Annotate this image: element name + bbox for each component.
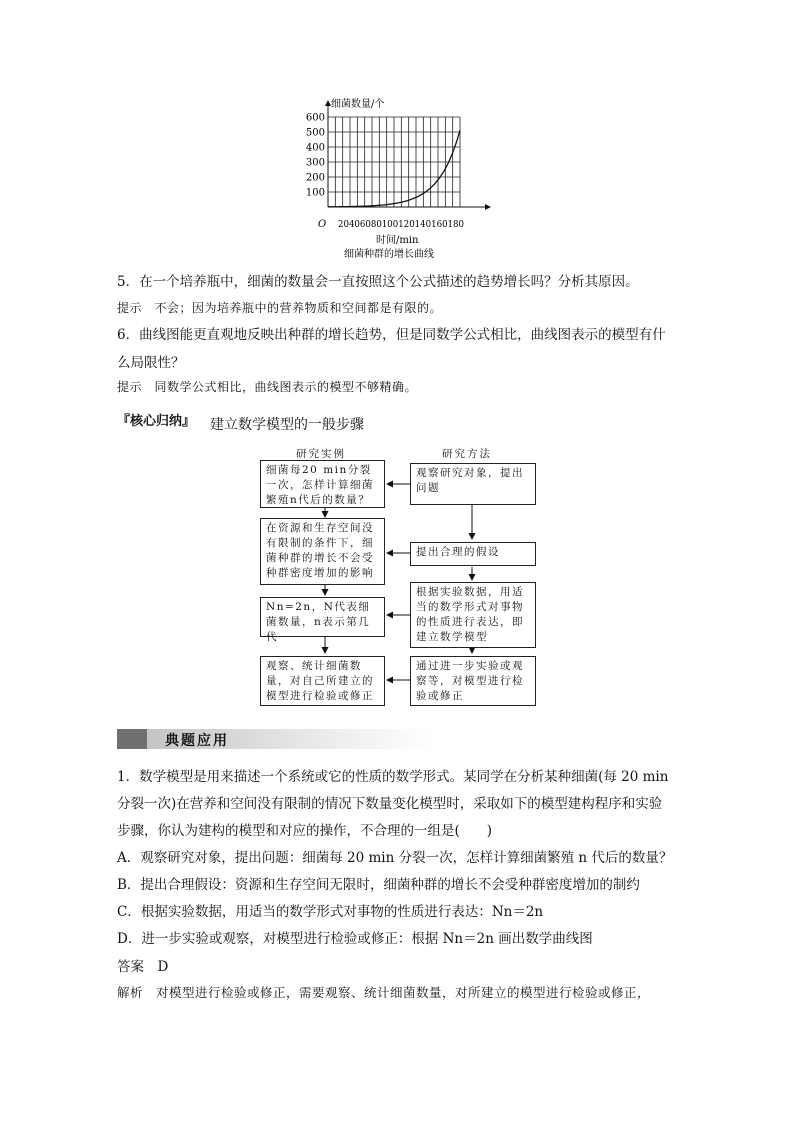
y-tick-label: 300 xyxy=(305,157,325,169)
problem-stem-line-3: 步骤，你认为建构的模型和对应的操作，不合理的一组是( ) xyxy=(117,823,493,839)
method-box-2-text: 提出合理的假设 xyxy=(416,546,500,558)
method-box-3 xyxy=(410,582,536,648)
option-d: D．进一步实验或观察，对模型进行检验或修正：根据 Nn＝2n 画出数学曲线图 xyxy=(117,931,593,947)
y-tick-label: 200 xyxy=(305,172,325,184)
chart-title: 细菌种群的增长曲线 xyxy=(344,249,434,260)
method-box-4 xyxy=(410,656,536,706)
x-tick-labels: 20406080100120140160180 xyxy=(338,219,464,230)
method-box-4-text: 通过进一步实验或观察等，对模型进行检验或修正 xyxy=(416,660,524,702)
option-b: B．提出合理假设：资源和生存空间无限时，细菌种群的增长不会受种群密度增加的制约 xyxy=(117,877,640,893)
example-box-1 xyxy=(260,460,385,508)
question-6-line-1: 6．曲线图能更直观地反映出种群的增长趋势，但是同数学公式相比，曲线图表示的模型有什 xyxy=(117,327,666,343)
method-box-3-text: 根据实验数据，用适当的数学形式对事物的性质进行表达，即建立数学模型 xyxy=(416,586,524,643)
method-box-1 xyxy=(410,463,536,505)
example-box-3-text: Nn=2n，N代表细菌数量，n表示第几代 xyxy=(266,601,371,643)
growth-chart-svg xyxy=(300,95,500,263)
question-5-hint: 提示 不会；因为培养瓶中的营养物质和空间都是有限的。 xyxy=(117,301,443,315)
option-a: A．观察研究对象，提出问题：细菌每 20 min 分裂一次，怎样计算细菌繁殖 n 代后的数量？ xyxy=(117,850,673,866)
y-tick-label: 100 xyxy=(305,187,325,199)
method-box-1-text: 观察研究对象，提出问题 xyxy=(416,467,524,494)
y-tick-label: 500 xyxy=(305,127,325,139)
example-box-1-text: 细菌每20 min分裂一次，怎样计算细菌繁殖n代后的数量？ xyxy=(266,464,374,506)
y-tick-label: 400 xyxy=(305,142,325,154)
section-header xyxy=(117,729,434,749)
example-box-4-text: 观察、统计细菌数量，对自己所建立的模型进行检验或修正 xyxy=(266,660,374,702)
core-summary-tag: 『核心归纳』 xyxy=(117,414,196,429)
section-title: 典题应用 xyxy=(165,733,229,749)
analysis: 解析 对模型进行检验或修正，需要观察、统计细菌数量，对所建立的模型进行检验或修正， xyxy=(117,985,651,1000)
example-box-2 xyxy=(260,518,385,585)
origin-label: O xyxy=(318,219,327,230)
example-box-4 xyxy=(260,656,385,706)
question-6-hint: 提示 同数学公式相比，曲线图表示的模型不够精确。 xyxy=(117,380,418,394)
example-box-3 xyxy=(260,597,385,643)
problem-stem-line-2: 分裂一次)在营养和空间没有限制的情况下数量变化模型时，采取如下的模型建构程序和实验 xyxy=(117,796,663,812)
question-6-line-2: 么局限性？ xyxy=(117,355,185,371)
y-axis-label: 细菌数量/个 xyxy=(331,99,385,110)
example-box-2-text: 在资源和生存空间没有限制的条件下，细菌种群的增长不会受种群密度增加的影响 xyxy=(266,522,374,579)
section-header-marker xyxy=(117,729,147,749)
method-box-2 xyxy=(410,542,536,566)
y-tick-label: 600 xyxy=(305,112,325,124)
option-c: C．根据实验数据，用适当的数学形式对事物的性质进行表达：Nn＝2n xyxy=(117,904,544,920)
growth-chart xyxy=(300,95,500,263)
answer: 答案 D xyxy=(117,959,169,975)
x-axis-label: 时间/min xyxy=(376,235,419,246)
core-summary-title: 建立数学模型的一般步骤 xyxy=(210,417,364,433)
question-5: 5．在一个培养瓶中，细菌的数量会一直按照这个公式描述的趋势增长吗？分析其原因。 xyxy=(117,274,639,290)
column-head-examples: 研究实例 xyxy=(296,448,346,460)
column-head-methods: 研究方法 xyxy=(442,448,492,460)
problem-stem-line-1: 1．数学模型是用来描述一个系统或它的性质的数学形式。某同学在分析某种细菌(每 20 min xyxy=(117,769,669,785)
